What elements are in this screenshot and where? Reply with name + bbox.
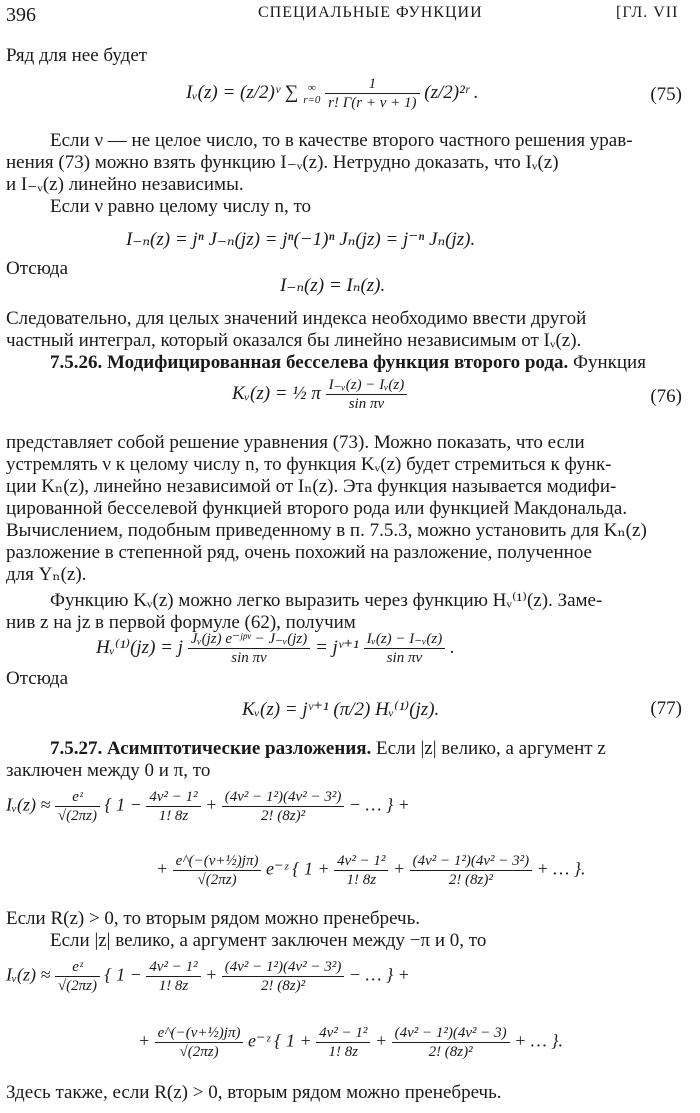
- formula-75-tail: (z/2)²ʳ .: [424, 81, 479, 103]
- text-line: Здесь также, если R(z) > 0, вторым рядом можно пренебречь.: [6, 1082, 502, 1103]
- formula-hankel-end: .: [449, 636, 455, 658]
- asym-prefactor-den: √(2πz): [57, 978, 97, 994]
- formula-75: [186, 75, 479, 112]
- text-line: Отсюда: [6, 258, 69, 279]
- text-line: нения (73) можно взять функцию I₋ᵥ(z). Нетрудно доказать, что Iᵥ(z): [6, 152, 559, 173]
- text-line: Если ν равно целому числу n, то: [50, 196, 312, 217]
- text-line: и I₋ᵥ(z) линейно независимы.: [6, 174, 244, 195]
- asym-term2-den: 2! (8z)²: [428, 1044, 473, 1060]
- asym-term2-den: 2! (8z)²: [261, 808, 306, 824]
- chapter-label: [ГЛ. VII: [616, 4, 679, 21]
- text-line: цированной бесселевой функцией второго рода или функцией Макдональда.: [6, 498, 628, 519]
- text-line: частный интеграл, который оказался бы линейно независимым от Iᵥ(z).: [6, 330, 582, 351]
- text-line: Если |z| велико, а аргумент заключен между −π и 0, то: [50, 930, 487, 951]
- asym-term1-num: 4ν² − 1²: [334, 852, 388, 871]
- asym-lhs: Iᵥ(z) ≈: [6, 964, 51, 985]
- text-line: заключен между 0 и π, то: [6, 760, 211, 781]
- text-line: для Yₙ(z).: [6, 564, 87, 585]
- asym-series-close: + … }.: [536, 858, 586, 879]
- asymptotic-a-line1: [6, 788, 410, 825]
- formula-hankel-mid: = jᵛ⁺¹: [314, 636, 359, 658]
- asym-plus: +: [156, 858, 169, 879]
- formula-equality: I₋ₙ(z) = Iₙ(z).: [280, 275, 386, 296]
- asym-term2-num: (4ν² − 1²)(4ν² − 3²): [410, 852, 533, 871]
- formula-76-den: sin πν: [348, 396, 385, 412]
- formula-77: Kᵥ(z) = jᵛ⁺¹ (π/2) Hᵥ⁽¹⁾(jz).: [242, 699, 440, 720]
- text-line: Вычислением, подобным приведенному в п. 7.5.3, можно установить для Kₙ(z): [6, 520, 647, 541]
- text-line: представляет собой решение уравнения (73). Можно показать, что если: [6, 432, 585, 453]
- section-title: 7.5.26. Модифицированная бесселева функция второго рода.: [50, 352, 569, 373]
- asym-term1-num: 4ν² − 1²: [146, 788, 200, 807]
- formula-75-num: 1: [325, 75, 419, 94]
- section-title: 7.5.27. Асимптотические разложения.: [50, 738, 372, 759]
- asym-plus: +: [138, 1030, 151, 1051]
- asym-prefactor-num: eᶻ: [55, 788, 100, 807]
- sum-upper: ∞: [307, 81, 316, 94]
- formula-hankel: [96, 630, 455, 667]
- asym-term1-den: 1! 8z: [158, 808, 189, 824]
- asym-plus: +: [374, 1030, 388, 1051]
- formula-75-den: r! Γ(r + ν + 1): [328, 95, 417, 111]
- text-line: нив z на jz в первой формуле (62), получим: [6, 612, 356, 633]
- formula-hankel-den2: sin πν: [386, 650, 423, 666]
- asym-prefactor-den: √(2πz): [57, 808, 97, 824]
- text-line: Следовательно, для целых значений индекса необходимо ввести другой: [6, 308, 587, 329]
- asym-term2-den: 2! (8z)²: [448, 872, 493, 888]
- asymptotic-b-line1: [6, 958, 410, 995]
- sum-lower: r=0: [303, 93, 321, 106]
- running-title: СПЕЦИАЛЬНЫЕ ФУНКЦИИ: [258, 4, 483, 21]
- asymptotic-b-line2: [138, 1024, 563, 1061]
- section-lead: Функция: [572, 352, 646, 373]
- text-line: Если ν — не целое число, то в качестве второго частного решения урав-: [50, 130, 633, 151]
- asym-term2-num: (4ν² − 1²)(4ν² − 3): [392, 1024, 510, 1043]
- asym-plus: +: [392, 858, 406, 879]
- text-line: Функцию Kᵥ(z) можно легко выразить через функцию Hᵥ⁽¹⁾(z). Заме-: [50, 590, 603, 611]
- text-line: ции Kₙ(z), линейно независимой от Iₙ(z). Эта функция называется модифи-: [6, 476, 617, 497]
- asym-series-close: + … }.: [514, 1030, 563, 1051]
- asym-term2-den: 2! (8z)²: [261, 978, 306, 994]
- asym-term1-den: 1! 8z: [346, 872, 377, 888]
- formula-hankel-num2: Iᵥ(z) − I₋ᵥ(z): [364, 630, 446, 649]
- asym-series-open: e⁻ᶻ { 1 +: [265, 858, 330, 879]
- formula-76: [232, 376, 407, 413]
- asym-plus: +: [205, 964, 218, 985]
- text-line: разложение в степенной ряд, очень похожий на разложение, полученное: [6, 542, 592, 563]
- formula-hankel-lhs: Hᵥ⁽¹⁾(jz) = j: [96, 636, 183, 658]
- asym-series-open: { 1 −: [104, 964, 142, 985]
- asym-plus: +: [205, 794, 218, 815]
- section-lead: Если |z| велико, а аргумент z: [376, 738, 606, 759]
- asym-prefactor-num: e^(−(ν+½)jπ): [155, 1024, 244, 1043]
- asym-series-close: − … } +: [348, 794, 410, 815]
- formula-hankel-den1: sin πν: [231, 650, 267, 666]
- formula-integer-order: I₋ₙ(z) = jⁿ J₋ₙ(jz) = jⁿ(−1)ⁿ Jₙ(jz) = j⁻ⁿ Jₙ(jz).: [126, 229, 476, 250]
- asym-term1-den: 1! 8z: [328, 1044, 359, 1060]
- formula-75-lhs: Iᵥ(z) = (z/2)ᵛ ∑: [186, 81, 299, 103]
- section-heading-7-5-27: [50, 738, 606, 760]
- asym-prefactor-den: √(2πz): [179, 1044, 219, 1060]
- section-heading-7-5-26: [50, 352, 646, 374]
- text-line: Если R(z) > 0, то вторым рядом можно пренебречь.: [6, 908, 421, 929]
- formula-76-lhs: Kᵥ(z) = ½ π: [232, 382, 321, 404]
- asym-term1-den: 1! 8z: [158, 978, 189, 994]
- asym-series-open: { 1 −: [104, 794, 142, 815]
- equation-number-75: (75): [650, 84, 682, 105]
- asym-term2-num: (4ν² − 1²)(4ν² − 3²): [222, 958, 345, 977]
- asym-prefactor-num: eᶻ: [55, 958, 100, 977]
- equation-number-76: (76): [650, 386, 682, 407]
- formula-hankel-num1: Jᵥ(jz) e⁻ʲᵖᵛ − J₋ᵥ(jz): [188, 630, 310, 649]
- asym-series-open: e⁻ᶻ { 1 +: [247, 1030, 312, 1051]
- text-line: Отсюда: [6, 668, 69, 689]
- asym-term1-num: 4ν² − 1²: [316, 1024, 370, 1043]
- equation-number-77: (77): [650, 698, 682, 719]
- asym-prefactor-num: e^(−(ν+½)jπ): [173, 852, 262, 871]
- text-line: устремлять ν к целому числу n, то функция Kᵥ(z) будет стремиться к функ-: [6, 454, 612, 475]
- text-line: Ряд для нее будет: [6, 45, 148, 66]
- asym-term2-num: (4ν² − 1²)(4ν² − 3²): [222, 788, 345, 807]
- asym-lhs: Iᵥ(z) ≈: [6, 794, 51, 815]
- asym-series-close: − … } +: [348, 964, 410, 985]
- asym-term1-num: 4ν² − 1²: [146, 958, 200, 977]
- asym-prefactor-den: √(2πz): [197, 872, 237, 888]
- asymptotic-a-line2: [156, 852, 585, 889]
- page-number: 396: [6, 4, 36, 26]
- formula-76-num: I₋ᵥ(z) − Iᵥ(z): [326, 376, 408, 395]
